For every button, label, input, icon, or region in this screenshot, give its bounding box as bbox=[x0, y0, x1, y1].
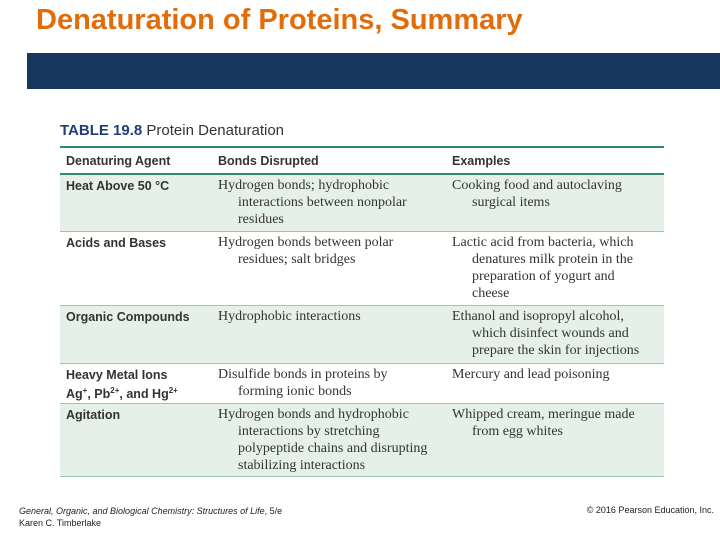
examples-line: cheese bbox=[472, 286, 510, 301]
agent-cell: Heat Above 50 °C bbox=[66, 179, 170, 193]
bonds-cell bbox=[214, 404, 448, 476]
bonds-line: residues; salt bridges bbox=[238, 252, 356, 267]
examples-line: from egg whites bbox=[472, 424, 563, 439]
ion-symbol: Ag bbox=[66, 387, 83, 402]
bonds-line: interactions by stretching bbox=[238, 424, 380, 439]
examples-cell bbox=[448, 364, 664, 403]
examples-line: Whipped cream, meringue made bbox=[452, 407, 635, 422]
table-caption-title: Protein Denaturation bbox=[146, 122, 285, 139]
bonds-cell bbox=[214, 306, 448, 363]
table-caption bbox=[60, 122, 284, 139]
slide-title: Denaturation of Proteins, Summary bbox=[36, 4, 523, 36]
examples-line: Lactic acid from bacteria, which bbox=[452, 235, 634, 250]
table-row bbox=[60, 232, 664, 306]
agent-cell: Organic Compounds bbox=[66, 310, 190, 324]
ion-charge: 2+ bbox=[168, 386, 178, 395]
table-bottom-rule bbox=[60, 476, 664, 477]
bonds-cell bbox=[214, 364, 448, 403]
footer-copyright: © 2016 Pearson Education, Inc. bbox=[586, 505, 714, 515]
bonds-line: Hydrogen bonds between polar bbox=[218, 235, 394, 250]
examples-cell bbox=[448, 232, 664, 305]
examples-line: denatures milk protein in the bbox=[472, 252, 633, 267]
table-caption-number: TABLE 19.8 bbox=[60, 122, 143, 139]
table-row bbox=[60, 404, 664, 476]
table-row bbox=[60, 175, 664, 232]
denaturation-table bbox=[60, 146, 664, 477]
header-examples: Examples bbox=[452, 153, 511, 168]
bonds-line: residues bbox=[238, 212, 284, 227]
examples-line: Cooking food and autoclaving bbox=[452, 178, 622, 193]
header-bonds-disrupted: Bonds Disrupted bbox=[218, 153, 319, 168]
ion-symbol: Pb bbox=[94, 387, 111, 402]
title-band bbox=[27, 53, 720, 89]
bonds-line: interactions between nonpolar bbox=[238, 195, 407, 210]
bonds-cell bbox=[214, 175, 448, 231]
bonds-line: Disulfide bonds in proteins by bbox=[218, 367, 388, 382]
examples-line: surgical items bbox=[472, 195, 550, 210]
examples-line: which disinfect wounds and bbox=[472, 326, 629, 341]
bonds-line: stabilizing interactions bbox=[238, 458, 366, 473]
agent-ions-line: Ag+, $Pb^{2+}$, and $Hg^{2+}$ bbox=[66, 386, 178, 402]
ion-symbol: and Hg bbox=[126, 387, 169, 402]
ion-charge: + bbox=[82, 386, 88, 395]
table-header-row bbox=[60, 148, 664, 175]
agent-line: Heavy Metal Ions bbox=[66, 368, 168, 382]
examples-line: Mercury and lead poisoning bbox=[452, 367, 610, 382]
table-row bbox=[60, 364, 664, 404]
bonds-line: Hydrogen bonds and hydrophobic bbox=[218, 407, 409, 422]
footer-book-title: General, Organic, and Biological Chemistry: Structures of Life bbox=[19, 506, 265, 516]
footer-edition: , 5/e bbox=[264, 506, 283, 516]
bonds-line: polypeptide chains and disrupting bbox=[238, 441, 428, 456]
header-denaturing-agent: Denaturing Agent bbox=[66, 153, 171, 168]
examples-line: prepare the skin for injections bbox=[472, 343, 640, 358]
examples-cell bbox=[448, 175, 664, 231]
bonds-line: forming ionic bonds bbox=[238, 384, 352, 399]
bonds-line: Hydrogen bonds; hydrophobic bbox=[218, 178, 390, 193]
agent-cell: Acids and Bases bbox=[66, 236, 167, 250]
examples-line: preparation of yogurt and bbox=[472, 269, 615, 284]
bonds-cell bbox=[214, 232, 448, 305]
footer-citation bbox=[19, 505, 282, 529]
agent-cell: Agitation bbox=[66, 408, 121, 422]
bonds-line: Hydrophobic interactions bbox=[218, 309, 361, 324]
ion-charge: 2+ bbox=[110, 386, 120, 395]
examples-cell bbox=[448, 306, 664, 363]
footer-author: Karen C. Timberlake bbox=[19, 518, 102, 528]
agent-cell bbox=[60, 364, 214, 403]
table-row bbox=[60, 306, 664, 364]
examples-line: Ethanol and isopropyl alcohol, bbox=[452, 309, 624, 324]
examples-cell bbox=[448, 404, 664, 476]
